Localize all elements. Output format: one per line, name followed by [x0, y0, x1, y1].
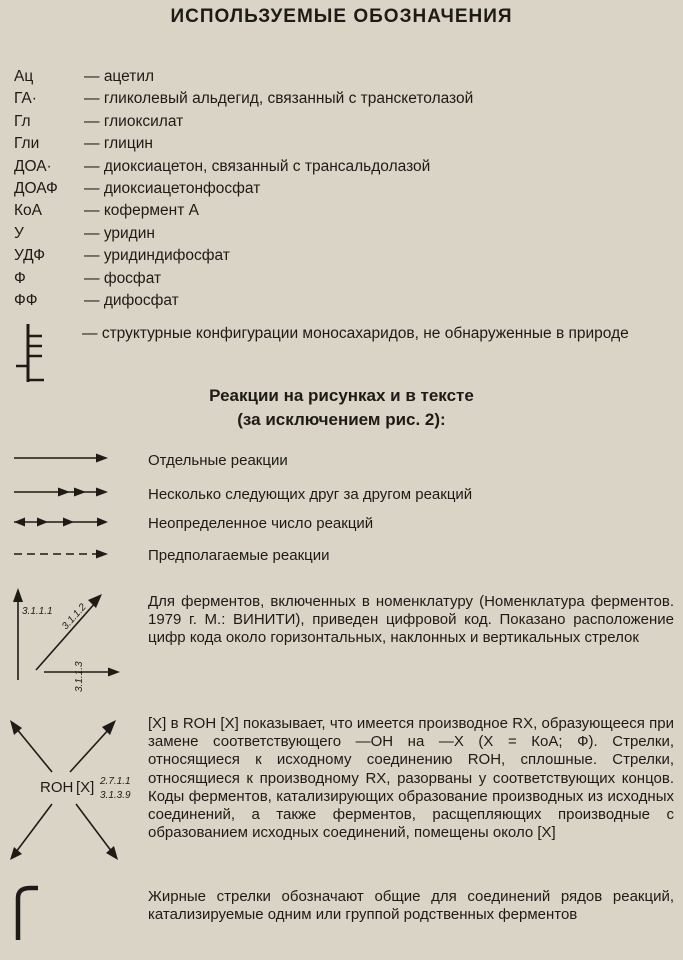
abbreviation-key: ДОА· — [14, 157, 52, 175]
abbreviation-row — [14, 290, 674, 312]
abbreviation-key: Ф — [14, 269, 26, 287]
abbreviation-row — [14, 133, 674, 155]
abbreviation-key: У — [14, 224, 24, 242]
sequential-reactions-label: Несколько следующих друг за другом реакций — [148, 486, 473, 503]
abbreviation-row — [14, 88, 674, 110]
single-reaction-arrow-icon — [12, 450, 112, 466]
abbreviation-row — [14, 245, 674, 267]
structure-note: — структурные конфигурации моносахаридов, не обнаруженные в природе — [82, 325, 672, 343]
enzyme-code-vertical: 3.1.1.1 — [22, 606, 53, 617]
abbreviation-definition: — диоксиацетонфосфат — [84, 180, 260, 197]
undefined-reactions-label: Неопределенное число реакций — [148, 515, 374, 532]
abbreviation-definition: — фосфат — [84, 270, 161, 287]
abbreviation-key: ДОАФ — [14, 179, 58, 197]
abbreviation-key: Гли — [14, 135, 40, 153]
single-reaction-label: Отдельные реакции — [148, 452, 288, 469]
enzyme-code-arrows-diagram — [8, 584, 128, 694]
abbreviation-definition: — ацетил — [84, 68, 154, 85]
derivative-diagram — [4, 708, 136, 878]
abbreviation-key: КоА — [14, 202, 42, 220]
bold-arrow-icon — [8, 880, 48, 944]
abbreviation-row — [14, 111, 674, 133]
undefined-reactions-arrow-icon — [12, 514, 112, 530]
enzyme-code-forward: 2.7.1.1 — [100, 776, 131, 787]
abbreviation-row — [14, 178, 674, 200]
abbreviation-row — [14, 156, 674, 178]
abbreviation-list — [14, 66, 674, 312]
assumed-reactions-label: Предполагаемые реакции — [148, 547, 330, 564]
enzyme-code-diagonal: 3.1.1.2 — [60, 601, 89, 633]
abbreviation-key: ФФ — [14, 291, 38, 309]
abbreviation-definition: — гликолевый альдегид, связанный с транскетолазой — [84, 90, 473, 107]
abbreviation-row — [14, 66, 674, 88]
abbreviation-definition: — кофермент А — [84, 202, 199, 219]
abbreviation-key: Гл — [14, 112, 31, 130]
abbreviation-definition: — глицин — [84, 135, 153, 152]
enzyme-code-reverse: 3.1.3.9 — [100, 790, 131, 801]
abbreviation-row — [14, 223, 674, 245]
abbreviation-key: ГА· — [14, 90, 37, 108]
abbreviation-definition: — глиоксилат — [84, 113, 183, 130]
reactions-heading-line1: Реакции на рисунках и в тексте — [209, 386, 474, 405]
abbreviation-definition: — диоксиацетон, связанный с трансальдолазой — [84, 158, 430, 175]
unnatural-configuration-icon — [12, 320, 52, 386]
abbreviation-key: Ац — [14, 68, 34, 85]
sequential-reactions-arrow-icon — [12, 484, 112, 500]
bold-arrows-description: Жирные стрелки обозначают общие для соединений рядов реакций, катализируемые одним или группой родственных ферментов — [148, 888, 674, 924]
x-derivative-label: [X] — [76, 779, 95, 796]
assumed-reactions-arrow-icon — [12, 546, 112, 562]
enzyme-code-horizontal: 3.1.1.3 — [74, 661, 85, 692]
derivative-description: [X] в ROH [X] показывает, что имеется производное RX, образующееся при замене соответствующего —OH на —X (X = КоА; Ф). Стрелки, относящиеся к исходному соединению ROH, сплошные. Стрелки, относящиеся к производному RX, разорваны у соответствующих концов. Коды ферментов, катализирующих образование производных из исходных соединений, а также ферментов, расщепляющих производные с образованием исходных соединений, помещены около [X] — [148, 715, 674, 842]
abbreviation-row — [14, 268, 674, 290]
abbreviation-definition: — уридин — [84, 225, 155, 242]
abbreviation-row — [14, 200, 674, 222]
roh-label: ROH — [40, 779, 74, 796]
abbreviation-key: УДФ — [14, 247, 46, 265]
abbreviation-definition: — уридиндифосфат — [84, 247, 230, 264]
abbreviation-definition: — дифосфат — [84, 292, 179, 309]
reactions-heading-line2: (за исключением рис. 2): — [237, 410, 446, 429]
enzyme-code-description: Для ферментов, включенных в номенклатуру (Номенклатура ферментов. 1979 г. М.: ВИНИТИ), приведен цифровой код. Показано расположение цифр кода около горизонтальных, наклонных и вертикальных стрелок — [148, 593, 674, 647]
page-title: ИСПОЛЬЗУЕМЫЕ ОБОЗНАЧЕНИЯ — [170, 6, 513, 27]
